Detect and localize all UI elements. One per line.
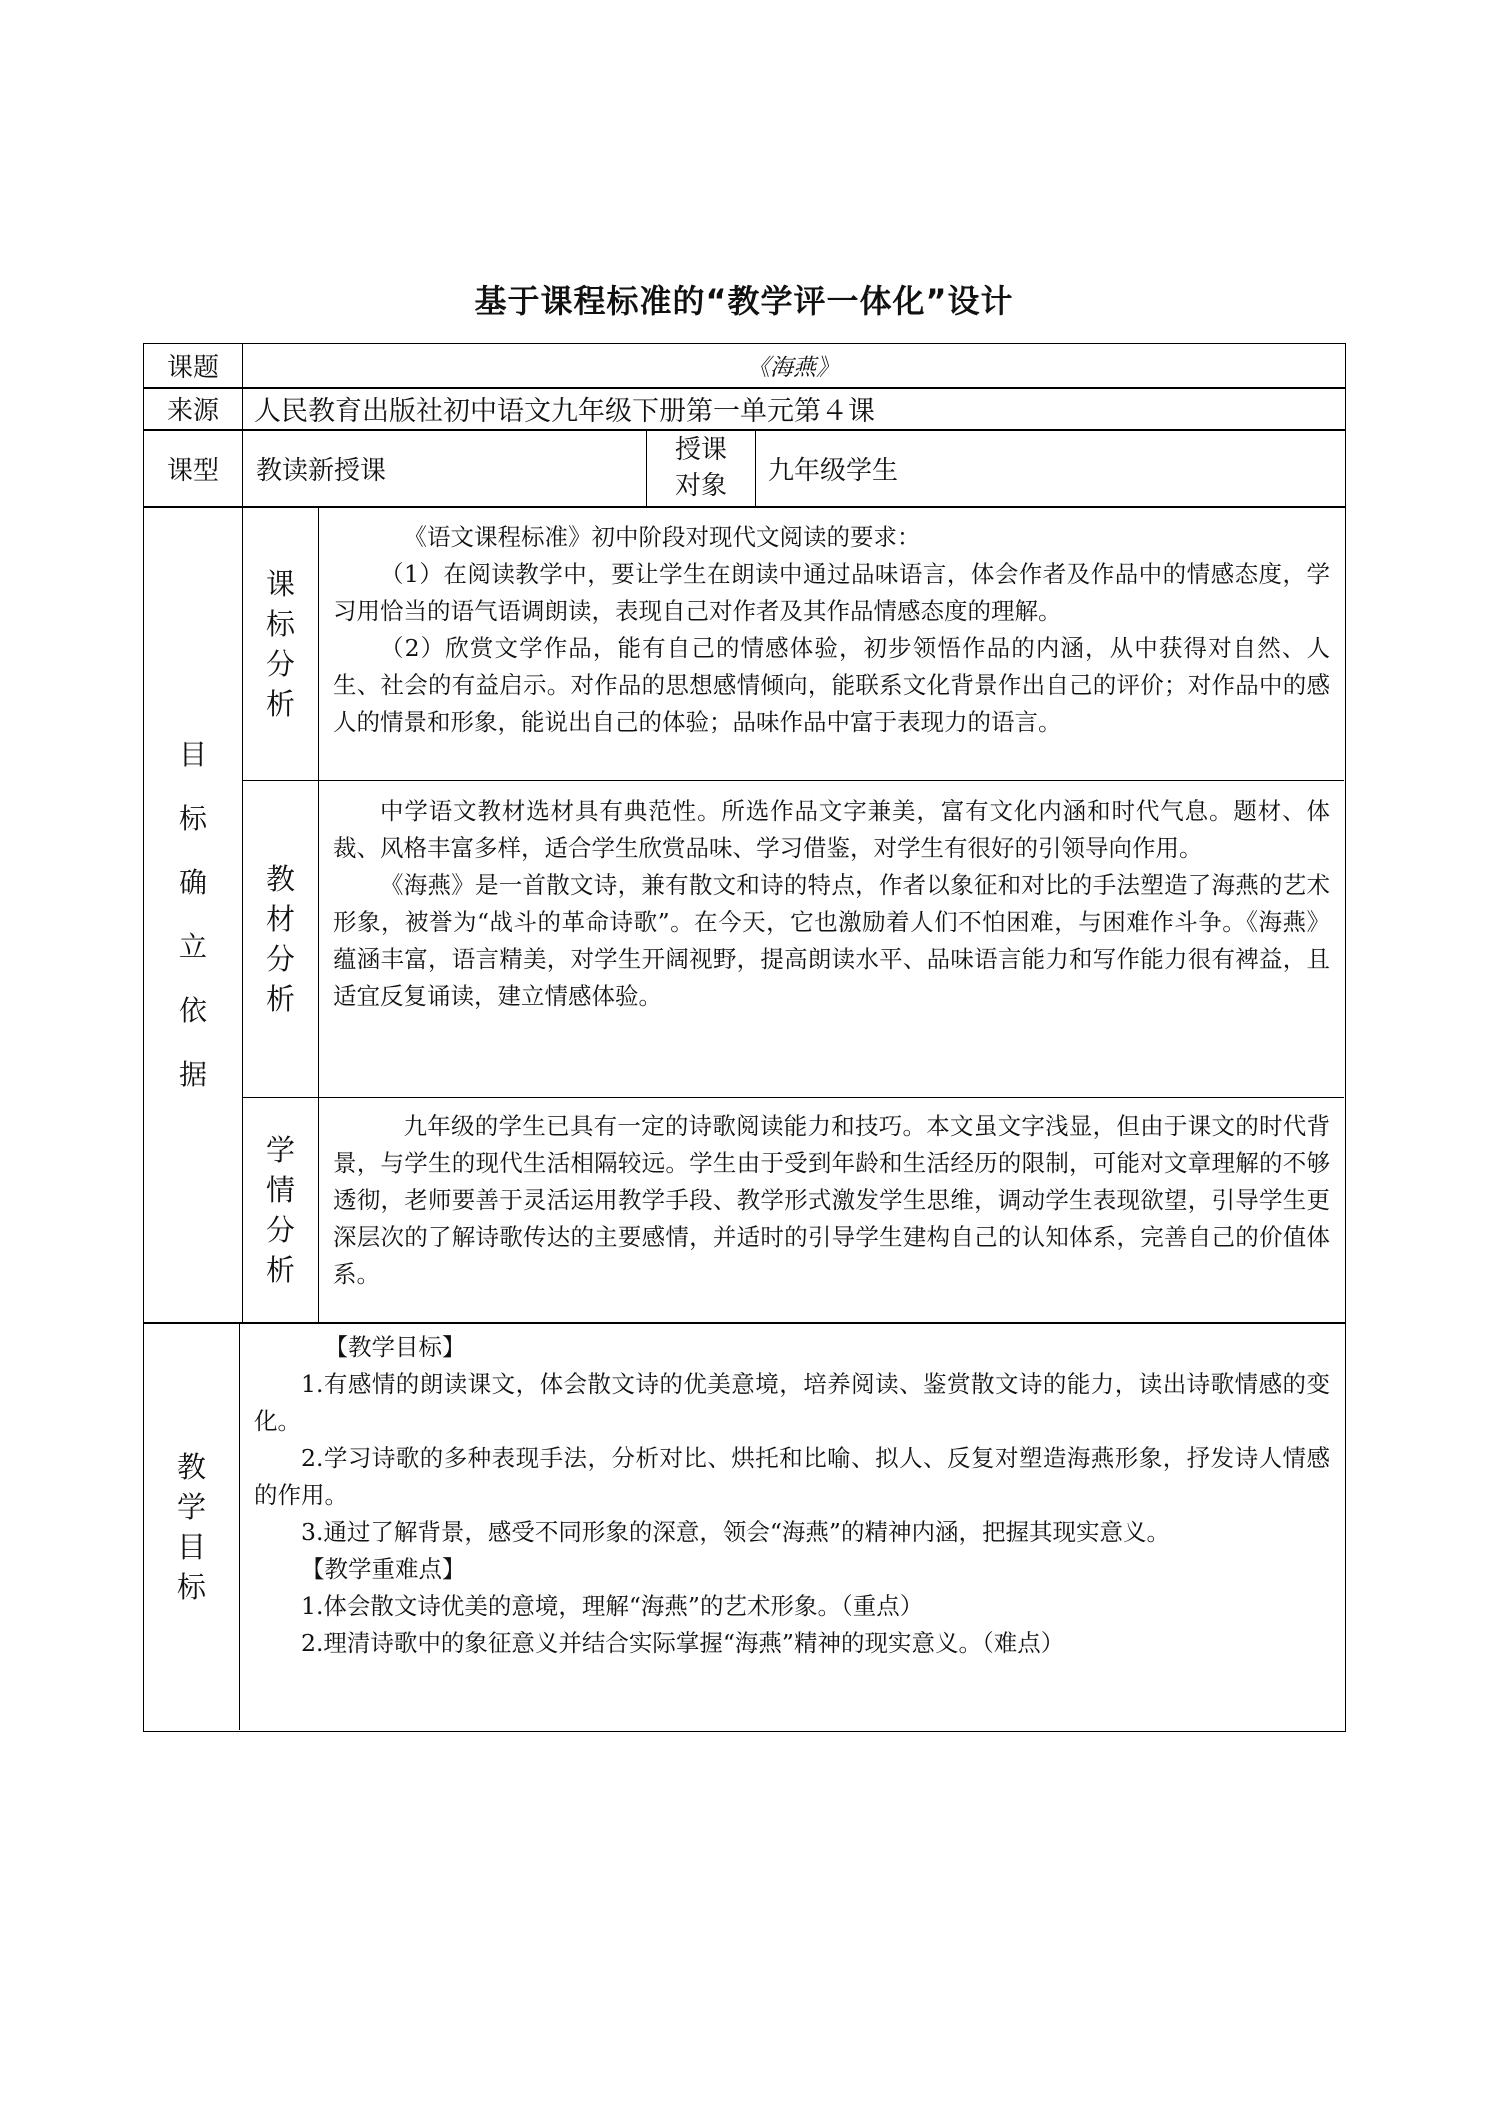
curriculum-content bbox=[319, 507, 1344, 781]
students-content bbox=[319, 1098, 1344, 1322]
textbook-paragraph: 《海燕》是一首散文诗，兼有散文和诗的特点，作者以象征和对比的手法塑造了海燕的艺术形象，被誉为“战斗的革命诗歌”。在今天，它也激励着人们不怕困难，与困难作斗争。《海燕》蕴涵丰富，语言精美，对学生开阔视野，提高朗读水平、品味语言能力和写作能力很有裨益，且适宜反复诵读，建立情感体验。 bbox=[333, 871, 1330, 1010]
key-point-item: 1.体会散文诗优美的意境，理解“海燕”的艺术形象。（重点） bbox=[301, 1592, 924, 1620]
type-value: 教读新授课 bbox=[256, 455, 387, 486]
curriculum-paragraph: （2）欣赏文学作品，能有自己的情感体验，初步领悟作品的内涵，从中获得对自然、人生、社会的有益启示。对作品的思想感情倾向，能联系文化背景作出自己的评价；对作品中的感人的情景和形象，能说出自己的体验；品味作品中富于表现力的语言。 bbox=[333, 634, 1330, 736]
basis-section bbox=[143, 506, 1346, 1324]
textbook-label: 教材分析 bbox=[265, 862, 295, 1016]
source-label: 来源 bbox=[144, 388, 243, 429]
topic-value: 《海燕》 bbox=[747, 355, 839, 381]
students-paragraph: 九年级的学生已具有一定的诗歌阅读能力和技巧。本文虽文字浅显，但由于课文的时代背景，与学生的现代生活相隔较远。学生由于受到年龄和生活经历的限制，可能对文章理解的不够透彻，老师要善于灵活运用教学手段、教学形式激发学生思维，调动学生表现欲望，引导学生更深层次的了解诗歌传达的主要感情，并适时的引导学生建构自己的认知体系，完善自己的价值体系。 bbox=[333, 1112, 1330, 1288]
goal-item: 3.通过了解背景，感受不同形象的深意，领会“海燕”的精神内涵，把握其现实意义。 bbox=[301, 1518, 1170, 1546]
type-label: 课型 bbox=[144, 430, 243, 506]
basis-label-cell bbox=[144, 507, 243, 1322]
page-title: 基于课程标准的“教学评一体化”设计 bbox=[474, 282, 1014, 320]
source-row bbox=[143, 387, 1346, 431]
curriculum-paragraph: （1）在阅读教学中，要让学生在朗读中通过品味语言，体会作者及作品中的情感态度，学习用恰当的语气语调朗读，表现自己对作者及其作品情感态度的理解。 bbox=[333, 560, 1330, 625]
key-point-item: 2.理清诗歌中的象征意义并结合实际掌握“海燕”精神的现实意义。（难点） bbox=[301, 1629, 1065, 1657]
source-value: 人民教育出版社初中语文九年级下册第一单元第４课 bbox=[254, 396, 875, 427]
audience-label: 授课对象 bbox=[646, 430, 756, 506]
goals-label: 教学目标 bbox=[176, 1449, 206, 1604]
key-points-heading: 【教学重难点】 bbox=[301, 1555, 466, 1583]
goal-item: 1.有感情的朗读课文，体会散文诗的优美意境，培养阅读、鉴赏散文诗的能力，读出诗歌情感的变化。 bbox=[254, 1370, 1330, 1435]
goals-label-cell bbox=[144, 1323, 240, 1730]
students-label: 学情分析 bbox=[265, 1133, 295, 1287]
curriculum-label: 课标分析 bbox=[265, 566, 295, 721]
students-label-cell bbox=[243, 1098, 319, 1322]
basis-label: 目标确立依据 bbox=[178, 737, 207, 1091]
topic-label: 课题 bbox=[144, 344, 243, 387]
textbook-paragraph: 中学语文教材选材具有典范性。所选作品文字兼美，富有文化内涵和时代气息。题材、体裁、风格丰富多样，适合学生欣赏品味、学习借鉴，对学生有很好的引领导向作用。 bbox=[333, 797, 1330, 862]
curriculum-paragraph: 《语文课程标准》初中阶段对现代文阅读的要求： bbox=[403, 523, 921, 551]
textbook-label-cell bbox=[243, 781, 319, 1098]
goals-heading: 【教学目标】 bbox=[324, 1333, 466, 1361]
curriculum-label-cell bbox=[243, 507, 319, 781]
audience-value: 九年级学生 bbox=[768, 455, 899, 486]
goals-section bbox=[143, 1322, 1346, 1732]
goal-item: 2.学习诗歌的多种表现手法，分析对比、烘托和比喻、拟人、反复对塑造海燕形象，抒发诗人情感的作用。 bbox=[254, 1444, 1330, 1509]
topic-row bbox=[143, 343, 1346, 389]
type-row bbox=[143, 429, 1346, 508]
textbook-content bbox=[319, 781, 1344, 1098]
goals-content bbox=[240, 1323, 1344, 1730]
